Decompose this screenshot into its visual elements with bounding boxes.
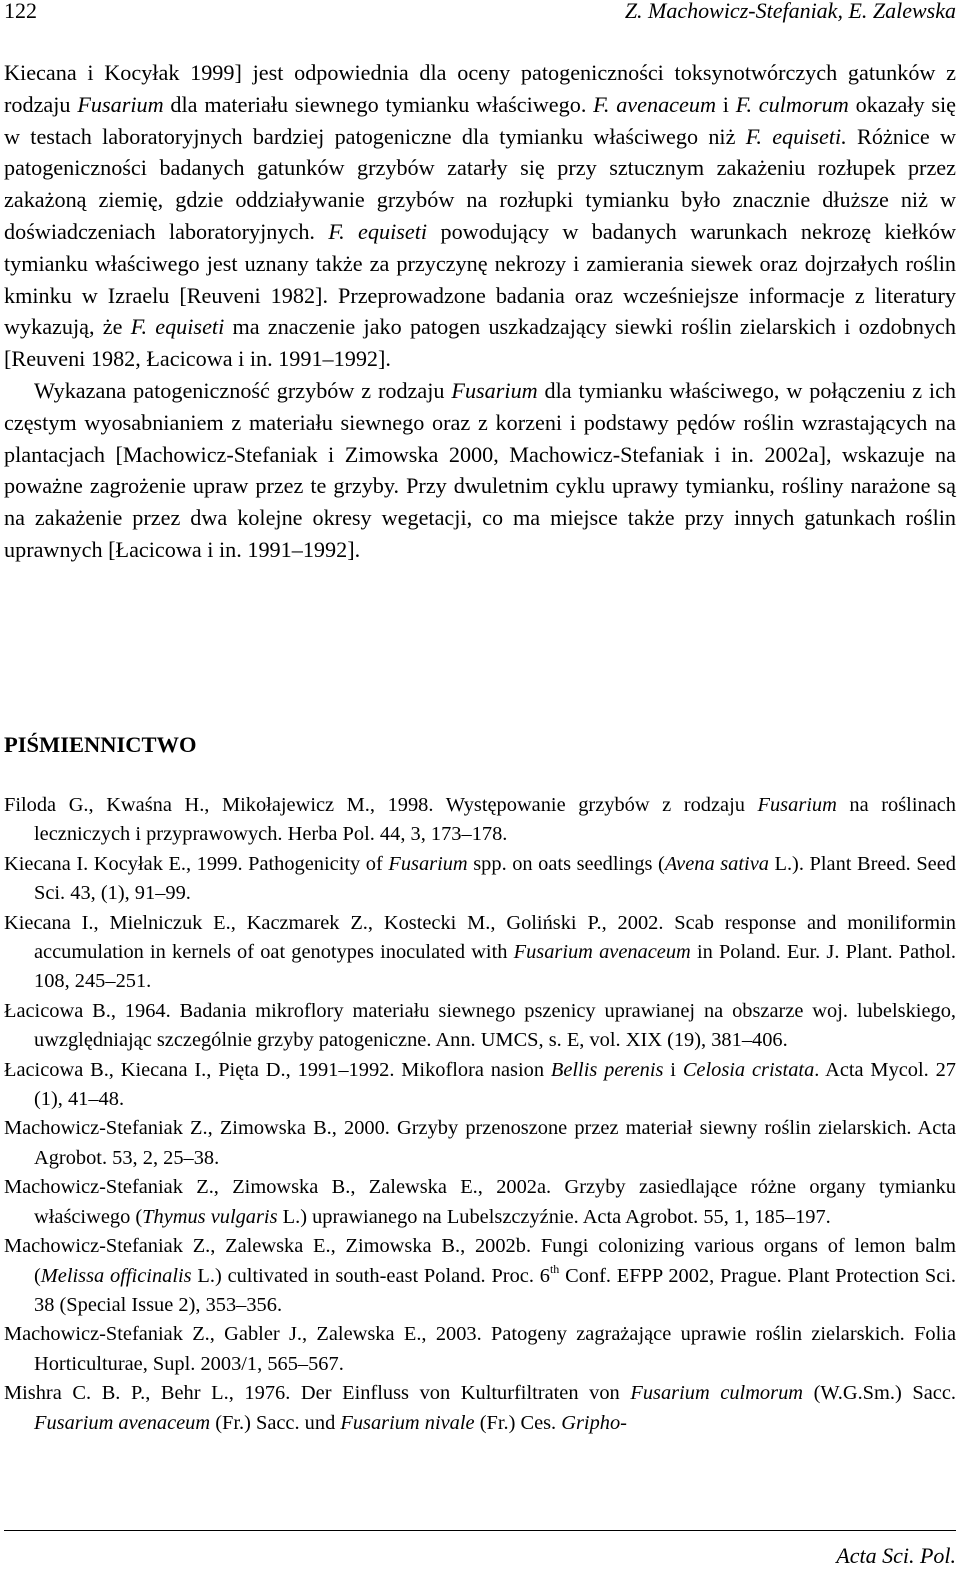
reference-item	[4, 1056, 956, 1115]
text-run: (Fr.) Ces.	[474, 1411, 562, 1434]
text-run: Machowicz-Stefaniak Z., Zimowska B., Zalewska E., 2002a. Grzyby zasiedlające różne organy tymianku właściwego (	[4, 1176, 956, 1228]
text-run: na roślinach leczniczych i przyprawowych. Herba Pol. 44, 3, 173–178.	[34, 794, 957, 846]
text-run: L.) cultivated in south-east Poland. Proc. 6	[191, 1264, 550, 1287]
species-name: Fusarium	[757, 794, 837, 816]
text-run: (Fr.) Sacc. und	[210, 1411, 341, 1434]
text-run: Łacicowa B., 1964. Badania mikroflory materiału siewnego pszenicy uprawianej na obszarze woj. lubelskiego, uwzględniając szczególnie grzyby patogeniczne. Ann. UMCS, s. E, vol. XIX (19), 381–406.	[4, 999, 956, 1052]
species-name: Bellis perenis	[550, 1058, 664, 1081]
text-run: Mishra C. B. P., Behr L., 1976. Der Einfluss von Kulturfiltraten von	[4, 1382, 631, 1405]
species-name: Celosia cristata	[682, 1058, 815, 1081]
text-run: . Acta Mycol. 27 (1), 41–48.	[34, 1058, 957, 1111]
text-run: dla tymianku właściwego, w połączeniu z ich częstym wyosabnianiem z materiału siewnego oraz z korzeni i podstawy pędów roślin wzrastających na plantacjach [Machowicz-Stefaniak i Zimowska 2000, Machowicz-Stefaniak i in. 2002a], wskazuje na poważne zagrożenie upraw przez te grzyby. Przy dwuletnim cyklu uprawy tymianku, rośliny narażone są na zakażenie przez dwa kolejne okresy wegetacji, co ma miejsce także przy innych gatunkach roślin uprawnych [Łacicowa i in. 1991–1992].	[4, 377, 957, 562]
species-name: Avena sativa	[664, 852, 769, 875]
text-run: Różnice w patogeniczności badanych gatunków grzybów zatarły się przy sztucznym zakażeniu rozłupek przez zakażoną ziemię, gdzie oddziaływanie grzybów na rozłupki tymianku było znacznie dłuższe niż w doświadczeniach laboratoryjnych.	[4, 123, 957, 244]
species-name: Fusarium	[451, 377, 538, 403]
text-run: Wykazana patogeniczność grzybów z rodzaju	[34, 377, 452, 403]
body-text	[4, 57, 956, 566]
species-name: Melissa officinalis	[40, 1264, 192, 1287]
species-name: Thymus vulgaris	[142, 1205, 278, 1228]
paragraph-2	[4, 375, 956, 566]
species-name: F. avenaceum	[593, 91, 716, 117]
reference-item	[4, 1173, 956, 1232]
page-number: 122	[4, 0, 37, 23]
text-run: Machowicz-Stefaniak Z., Gabler J., Zalewska E., 2003. Patogeny zagrażające uprawie roślin zielarskich. Folia Horticulturae, Supl. 2003/1, 565–567.	[4, 1323, 956, 1375]
species-name: Fusarium	[388, 852, 468, 875]
species-name: F. equiseti	[328, 218, 428, 244]
species-name: Fusarium culmorum	[630, 1382, 803, 1405]
species-name: Fusarium avenaceum	[34, 1411, 211, 1434]
species-name: Fusarium nivale	[340, 1411, 475, 1434]
text-run: Machowicz-Stefaniak Z., Zimowska B., 2000. Grzyby przenoszone przez materiał siewny roślin zielarskich. Acta Agrobot. 53, 2, 25–38.	[4, 1117, 956, 1169]
journal-name: Acta Sci. Pol.	[836, 1543, 956, 1568]
reference-list	[4, 791, 956, 1438]
text-run: Kiecana I., Mielniczuk E., Kaczmarek Z., Kostecki M., Goliński P., 2002. Scab response and moniliformin accumulation in kernels of oat genotypes inoculated with	[4, 911, 956, 964]
ordinal-superscript: th	[549, 1261, 560, 1276]
species-name: F. equiseti.	[745, 123, 847, 149]
text-run: L.). Plant Breed. Seed Sci. 43, (1), 91–99.	[34, 852, 956, 905]
text-run: Kiecana i Kocyłak 1999] jest odpowiednia dla oceny patogeniczności toksynotwórczych gatunków z rodzaju	[4, 60, 956, 117]
page-header	[4, 0, 956, 28]
reference-item	[4, 1320, 956, 1379]
paragraph-1	[4, 57, 956, 375]
text-run: in Poland. Eur. J. Plant. Pathol. 108, 245–251.	[34, 941, 956, 993]
reference-item	[4, 1114, 956, 1173]
text-run: Machowicz-Stefaniak Z., Zalewska E., Zimowska B., 2002b. Fungi colonizing various organs of lemon balm (	[4, 1235, 956, 1287]
text-run: Łacicowa B., Kiecana I., Pięta D., 1991–1992. Mikoflora nasion	[4, 1058, 551, 1081]
species-name: Fusarium	[77, 91, 164, 117]
text-run: i	[716, 91, 736, 117]
text-run: i	[663, 1058, 683, 1081]
text-run: Filoda G., Kwaśna H., Mikołajewicz M., 1998. Występowanie grzybów z rodzaju	[4, 794, 758, 816]
running-head: Z. Machowicz-Stefaniak, E. Zalewska	[624, 0, 956, 23]
text-run: okazały się w testach laboratoryjnych bardziej patogeniczne dla tymianku właściwego niż	[4, 91, 957, 149]
species-name: Fusarium avenaceum	[513, 941, 691, 964]
species-name: F. culmorum	[735, 91, 849, 117]
text-run: dla materiału siewnego tymianku właściwego.	[163, 91, 594, 117]
text-run: powodujący w badanych warunkach nekrozę kiełków tymianku właściwego jest uznany także za przyczynę nekrozy i zamierania siewek oraz dojrzałych roślin kminku w Izraelu [Reuveni 1982]. Przeprowadzone badania oraz wcześniejsze informacje z literatury wykazują, że	[4, 218, 957, 340]
text-run: L.) uprawianego na Lubelszczyźnie. Acta Agrobot. 55, 1, 185–197.	[277, 1205, 831, 1228]
text-run: Kiecana I. Kocyłak E., 1999. Pathogenicity of	[4, 852, 389, 875]
text-run: (W.G.Sm.) Sacc.	[802, 1382, 956, 1405]
reference-item	[4, 909, 956, 997]
reference-item	[4, 791, 956, 850]
text-run: spp. on oats seedlings (	[467, 852, 665, 875]
reference-item	[4, 997, 956, 1056]
species-name: F. equiseti	[130, 314, 225, 340]
text-run: ma znaczenie jako patogen uszkadzający siewki roślin zielarskich i ozdobnych [Reuveni 1982, Łacicowa i in. 1991–1992].	[4, 314, 956, 372]
species-name: Gripho-	[561, 1411, 627, 1434]
references-heading: PIŚMIENNICTWO	[4, 732, 197, 757]
text-run: Conf. EFPP 2002, Prague. Plant Protection Sci. 38 (Special Issue 2), 353–356.	[34, 1264, 957, 1316]
reference-item	[4, 850, 956, 909]
footer-rule	[4, 1530, 956, 1531]
reference-item	[4, 1379, 956, 1438]
reference-item	[4, 1232, 956, 1320]
